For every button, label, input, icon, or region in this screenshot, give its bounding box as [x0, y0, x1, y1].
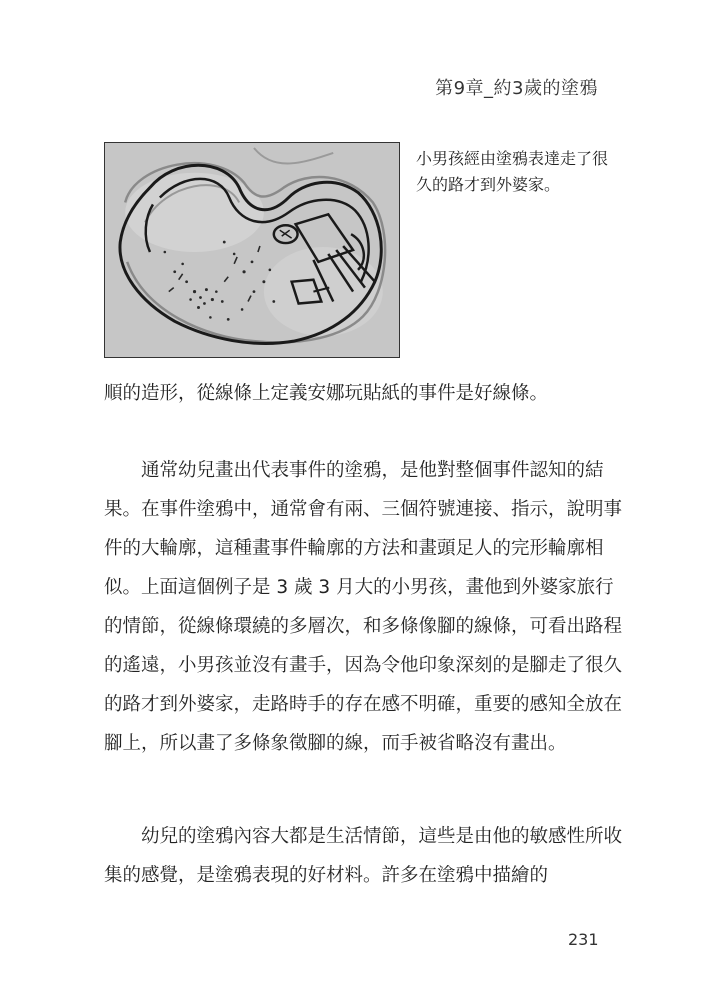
body-paragraph-1 [104, 451, 624, 763]
body-paragraph-2 [104, 817, 624, 895]
scribble-drawing-image [104, 142, 400, 358]
lead-line-text: 順的造形，從線條上定義安娜玩貼紙的事件是好線條。 [104, 383, 549, 404]
running-header-chapter-title: 第9章_約3歲的塗鴉 [435, 78, 598, 99]
paragraph-1-text: 通常幼兒畫出代表事件的塗鴉，是他對整個事件認知的結果。在事件塗鴉中，通常會有兩、三個符號連接、指示，說明事件的大輪廓，這種畫事件輪廓的方法和畫頭足人的完形輪廓相似。上面這個例子是 3 歲 3 月大的小男孩，畫他到外婆家旅行的情節，從線條環繞的多層次，和多條像腳的線條，可看出路程的遙遠，小男孩並沒有畫手，因為令他印象深刻的是腳走了很久的路才到外婆家，走路時手的存在感不明確，重要的感知全放在腳上，所以畫了多條象徵腳的線，而手被省略沒有畫出。 [104, 460, 623, 754]
page-number: 231 [568, 930, 599, 949]
scribble-drawing-svg [105, 143, 399, 357]
paragraph-2-text: 幼兒的塗鴉內容大都是生活情節，這些是由他的敏感性所收集的感覺，是塗鴉表現的好材料。許多在塗鴉中描繪的 [104, 826, 623, 886]
figure-caption: 小男孩經由塗鴉表達走了很久的路才到外婆家。 [416, 149, 609, 194]
body-text-lead-line [104, 374, 624, 413]
